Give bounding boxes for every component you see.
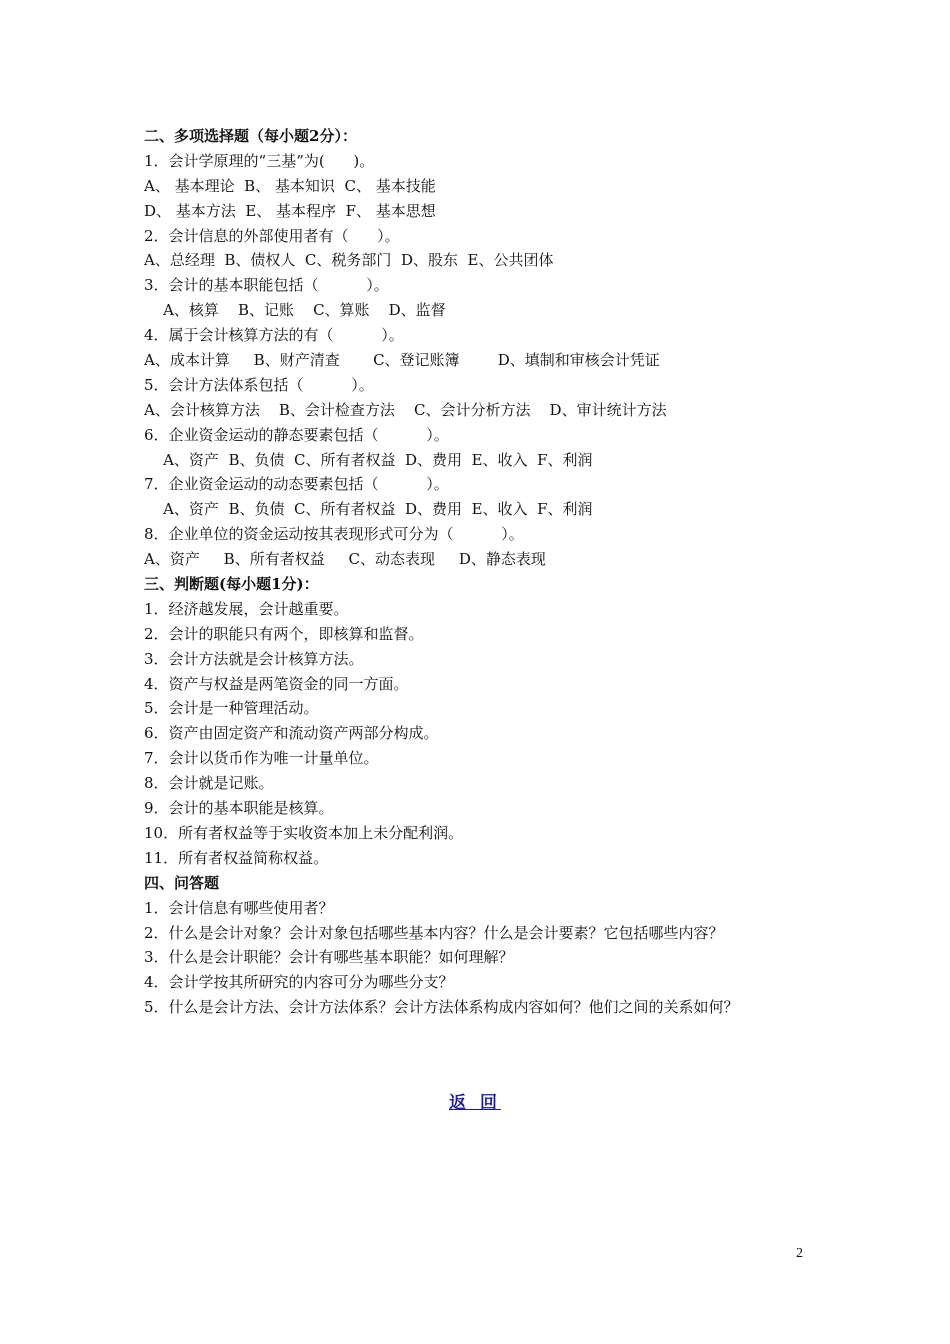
text-line: 4．资产与权益是两笔资金的同一方面。 [144, 674, 409, 693]
text-line: 4．属于会计核算方法的有（ ）。 [144, 326, 404, 345]
text-line: 8．会计就是记账。 [144, 774, 274, 793]
text-line: A、资产 B、所有者权益 C、动态表现 D、静态表现 [144, 550, 546, 569]
text-line: A、总经理 B、债权人 C、税务部门 D、股东 E、公共团体 [144, 251, 554, 270]
text-line: 6．资产由固定资产和流动资产两部分构成。 [144, 724, 439, 743]
text-line: 11．所有者权益简称权益。 [144, 848, 329, 867]
text-line: A、资产 B、负债 C、所有者权益 D、费用 E、收入 F、利润 [144, 450, 593, 469]
document-body [144, 124, 824, 1020]
section-heading-qa: 四、问答题 [144, 873, 220, 892]
text-line: 2．什么是会计对象？会计对象包括哪些基本内容？什么是会计要素？它包括哪些内容？ [144, 923, 724, 942]
page-number: 2 [796, 1246, 803, 1261]
text-line: 4．会计学按其所研究的内容可分为哪些分支？ [144, 973, 454, 992]
text-line: 1．会计学原理的“三基”为( )。 [144, 151, 375, 170]
text-line: 6．企业资金运动的静态要素包括（ ）。 [144, 425, 449, 444]
text-line: D、 基本方法 E、 基本程序 F、 基本思想 [144, 201, 436, 220]
text-line: A、会计核算方法 B、会计检查方法 C、会计分析方法 D、审计统计方法 [144, 400, 667, 419]
text-line: 1．会计信息有哪些使用者？ [144, 898, 334, 917]
back-link[interactable]: 返 回 [449, 1093, 501, 1113]
text-line: 9．会计的基本职能是核算。 [144, 799, 334, 818]
back-link-container [0, 1088, 950, 1113]
text-line: 10．所有者权益等于实收资本加上未分配利润。 [144, 823, 464, 842]
text-line: 7．企业资金运动的动态要素包括（ ）。 [144, 475, 449, 494]
text-line: 2．会计的职能只有两个，即核算和监督。 [144, 624, 424, 643]
section-heading-multiple-choice: 二、多项选择题（每小题2分）： [144, 127, 357, 145]
text-line: 7．会计以货币作为唯一计量单位。 [144, 749, 379, 768]
text-line: 3．会计方法就是会计核算方法。 [144, 649, 364, 668]
text-line: A、资产 B、负债 C、所有者权益 D、费用 E、收入 F、利润 [144, 500, 593, 519]
text-line: 2．会计信息的外部使用者有（ ）。 [144, 226, 400, 245]
text-line: 3．会计的基本职能包括（ ）。 [144, 276, 389, 295]
text-line: 3．什么是会计职能？会计有哪些基本职能？如何理解？ [144, 948, 514, 967]
text-line: A、核算 B、记账 C、算账 D、监督 [144, 301, 446, 320]
text-line: 8．企业单位的资金运动按其表现形式可分为（ ）。 [144, 525, 524, 544]
text-line: 5．会计方法体系包括（ ）。 [144, 375, 374, 394]
section-heading-true-false: 三、判断题(每小题1分)： [144, 575, 319, 594]
text-line: A、 基本理论 B、 基本知识 C、 基本技能 [144, 176, 436, 195]
text-line: 5．会计是一种管理活动。 [144, 699, 319, 718]
text-line: 1．经济越发展，会计越重要。 [144, 599, 349, 618]
text-line: 5．什么是会计方法、会计方法体系？会计方法体系构成内容如何？他们之间的关系如何？ [144, 998, 739, 1017]
text-line: A、成本计算 B、财产清查 C、登记账簿 D、填制和审核会计凭证 [144, 351, 660, 370]
